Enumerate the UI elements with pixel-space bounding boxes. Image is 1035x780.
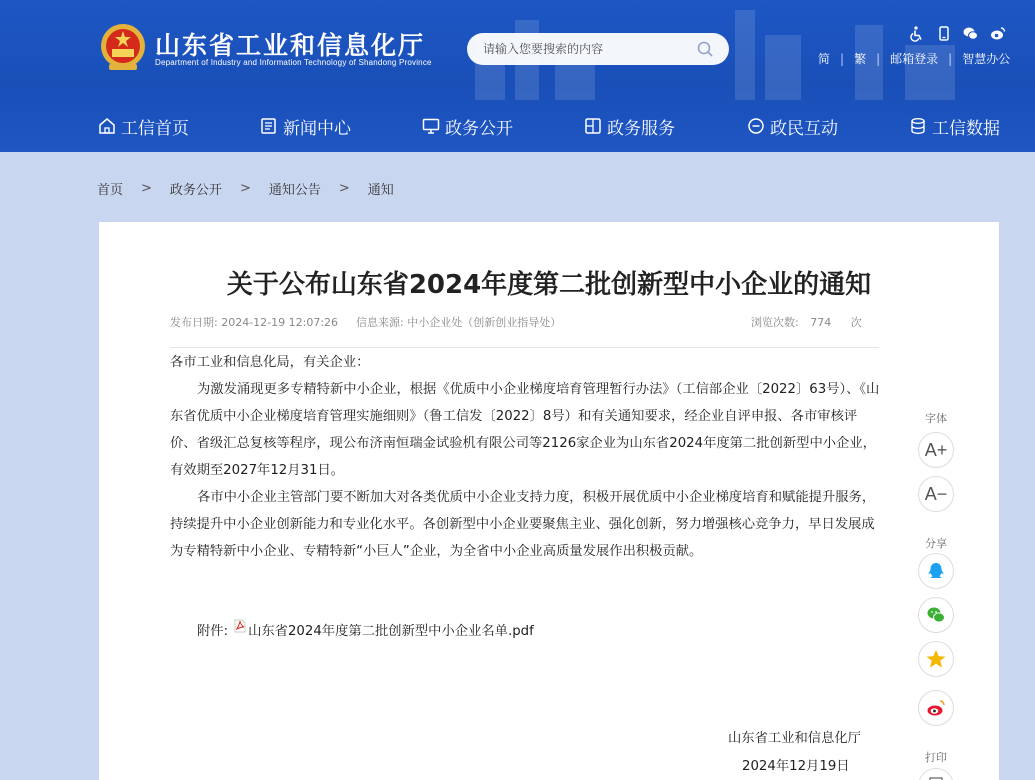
nav-item-industry-data[interactable] bbox=[909, 108, 1000, 144]
nav-label: 政务服务 bbox=[607, 118, 675, 139]
info-source bbox=[356, 314, 561, 330]
paragraph: 为激发涌现更多专精特新中小企业，根据《优质中小企业梯度培育管理暂行办法》（工信部企业〔2022〕63号）、《山东省优质中小企业梯度培育管理实施细则》（鲁工信发〔2022〕8号）和有关通知要求，经企业自评申报、各市审核评价、省级汇总复核等程序，现公布济南恒瑞金试验机有限公司等2126家企业为山东省2024年度第二批创新型中小企业，有效期至2027年12月31日。 bbox=[170, 382, 880, 478]
weibo-icon[interactable] bbox=[989, 25, 1006, 42]
site-name-english: Department of Industry and Information Technology of Shandong Province bbox=[155, 58, 432, 67]
breadcrumb bbox=[97, 179, 394, 198]
view-count-value: 774 bbox=[810, 316, 832, 329]
site-name[interactable]: 山东省工业和信息化厅 bbox=[155, 31, 426, 60]
font-decrease-button[interactable] bbox=[918, 476, 954, 512]
accessibility-icon[interactable] bbox=[908, 25, 925, 42]
qq-icon bbox=[925, 560, 947, 582]
publish-date bbox=[170, 314, 338, 330]
info-source-value: 中小企业处（创新创业指导处） bbox=[407, 316, 562, 329]
service-icon bbox=[584, 117, 602, 135]
traditional-chinese-link[interactable]: 繁 bbox=[854, 52, 867, 66]
wechat-icon bbox=[925, 604, 947, 626]
font-decrease-icon: A− bbox=[924, 483, 948, 504]
attachment bbox=[197, 619, 534, 639]
nav-item-home[interactable] bbox=[98, 108, 189, 144]
home-icon bbox=[98, 117, 116, 135]
share-weibo-button[interactable] bbox=[918, 690, 954, 726]
top-icons bbox=[908, 25, 1006, 42]
paragraph: 各市中小企业主管部门要不断加大对各类优质中小企业支持力度，积极开展优质中小企业梯度培育和赋能提升服务，持续提升中小企业创新能力和专业化水平。各创新型中小企业要聚焦主业、强化创新，努力增强核心竞争力，早日发展成为专精特新中小企业、专精特新“小巨人”企业，为全省中小企业高质量发展作出积极贡献。 bbox=[170, 490, 876, 559]
qzone-icon bbox=[925, 648, 947, 670]
print-icon bbox=[925, 775, 947, 780]
search-bar bbox=[467, 33, 729, 65]
font-increase-button[interactable] bbox=[918, 432, 954, 468]
font-increase-icon: A+ bbox=[924, 439, 948, 460]
pdf-icon bbox=[234, 619, 246, 633]
share-qzone-button[interactable] bbox=[918, 641, 954, 677]
site-header bbox=[0, 0, 1035, 152]
share-label: 分享 bbox=[925, 537, 947, 550]
email-login-link[interactable]: 邮箱登录 bbox=[890, 52, 939, 66]
top-links bbox=[818, 50, 1010, 67]
database-icon bbox=[909, 117, 927, 135]
publish-date-value: 2024-12-19 12:07:26 bbox=[221, 316, 339, 329]
info-source-label: 信息来源: bbox=[356, 316, 404, 329]
signature: 山东省工业和信息化厅 bbox=[728, 731, 861, 746]
news-icon bbox=[260, 117, 278, 135]
share-wechat-button[interactable] bbox=[918, 597, 954, 633]
font-size-label: 字体 bbox=[925, 412, 947, 425]
nav-item-public-interaction[interactable] bbox=[747, 108, 838, 144]
breadcrumb-separator: > bbox=[338, 181, 350, 196]
view-count bbox=[751, 314, 862, 330]
print-label: 打印 bbox=[925, 751, 947, 764]
view-count-label: 浏览次数: bbox=[751, 316, 799, 329]
breadcrumb-notices[interactable]: 通知 bbox=[367, 183, 394, 198]
meta-divider bbox=[170, 347, 879, 348]
breadcrumb-separator: > bbox=[141, 181, 152, 196]
search-input[interactable] bbox=[483, 33, 693, 65]
nav-item-news[interactable] bbox=[260, 108, 351, 144]
smart-office-link[interactable]: 智慧办公 bbox=[962, 52, 1011, 66]
chat-icon bbox=[747, 117, 765, 135]
breadcrumb-separator: > bbox=[239, 181, 251, 196]
search-icon[interactable] bbox=[697, 41, 713, 57]
weibo-icon bbox=[925, 697, 947, 719]
share-qq-button[interactable] bbox=[918, 553, 954, 589]
nav-item-gov-affairs-open[interactable] bbox=[422, 108, 513, 144]
national-emblem-logo[interactable] bbox=[99, 22, 147, 74]
article-panel bbox=[99, 222, 999, 780]
main-nav bbox=[0, 108, 1035, 144]
separator: | bbox=[876, 51, 881, 66]
nav-label: 工信首页 bbox=[121, 118, 189, 139]
simplified-chinese-link[interactable]: 简 bbox=[818, 52, 831, 66]
separator: | bbox=[948, 51, 953, 66]
breadcrumb-announcements[interactable]: 通知公告 bbox=[268, 183, 321, 198]
nav-label: 新闻中心 bbox=[283, 118, 351, 139]
nav-label: 工信数据 bbox=[932, 118, 1000, 139]
view-count-unit: 次 bbox=[850, 316, 862, 329]
salutation: 各市工业和信息化局，有关企业： bbox=[170, 355, 370, 370]
attachment-label: 附件: bbox=[197, 623, 229, 639]
wechat-icon[interactable] bbox=[962, 25, 979, 42]
separator: | bbox=[840, 51, 845, 66]
breadcrumb-gov-affairs-open[interactable]: 政务公开 bbox=[169, 183, 222, 198]
article-content bbox=[170, 349, 880, 565]
monitor-icon bbox=[422, 117, 440, 135]
publish-date-label: 发布日期: bbox=[170, 316, 218, 329]
nav-label: 政务公开 bbox=[445, 118, 513, 139]
nav-item-gov-services[interactable] bbox=[584, 108, 675, 144]
attachment-link[interactable]: 山东省2024年度第二批创新型中小企业名单.pdf bbox=[248, 623, 534, 639]
nav-label: 政民互动 bbox=[770, 118, 838, 139]
breadcrumb-home[interactable]: 首页 bbox=[97, 183, 124, 198]
signature-date: 2024年12月19日 bbox=[742, 759, 850, 774]
article-title: 关于公布山东省2024年度第二批创新型中小企业的通知 bbox=[226, 270, 872, 300]
mobile-icon[interactable] bbox=[935, 25, 952, 42]
